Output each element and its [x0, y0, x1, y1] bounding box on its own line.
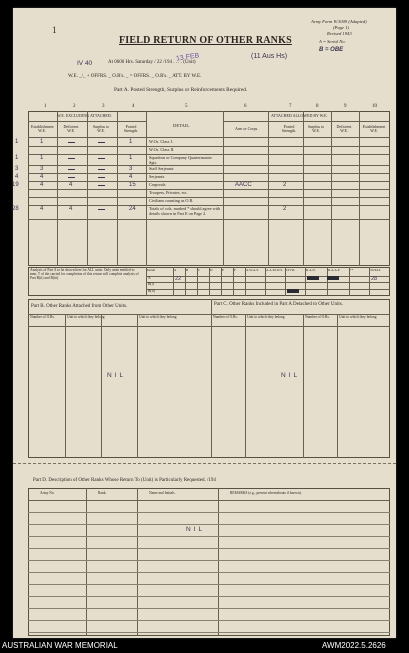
- footer-accession: AWM2022.5.2626: [322, 641, 386, 650]
- handwritten-cell: 4: [69, 206, 73, 212]
- part-c-title: Part C. Other Ranks Included in Part A Detached to Other Units.: [214, 302, 344, 307]
- footer: [0, 640, 409, 653]
- analysis-column-header: C: [198, 268, 201, 272]
- column-header: Unit to which they belong: [247, 315, 285, 319]
- handwritten-cell: 1: [40, 155, 44, 161]
- analysis-total-value: 28: [371, 276, 378, 282]
- analysis-column-header: CIVIL: [286, 268, 296, 272]
- part-d-column-header: REMARKS (e.g., present whereabouts if known).: [230, 491, 302, 495]
- dash-mark: [98, 177, 105, 178]
- detail-row-label: Staff Serjeants: [149, 166, 174, 171]
- analysis-column-header: F: [234, 268, 236, 272]
- handwritten-cell: 24: [129, 206, 136, 212]
- column-number: 6: [244, 104, 247, 109]
- blacked-out-cell: [327, 276, 339, 280]
- dash-mark: [98, 185, 105, 186]
- column-header: Unit to which they belong: [139, 315, 177, 319]
- handwritten-cell: 4: [129, 174, 133, 180]
- form-sheet: 1 Army Form W.3009 (Adapted) (Page 1) Revised 1943 A = Serial No. B = OBE FIELD RETURN OF OTHER RANKS 13 FEB (11 Aus Hs) IV 40 At 0600 Hrs. Saturday / 22 /194 . . . . (Unit) W.E. _/_ + OFFRS. _ O.R's. _ = OFFRS. _ O.R's. _ ATT. BY W.E. Part A. Posted Strength, Surplus or Reinforcements Required. 1 2 3 4 5 6 7 8 9 10 W.E. EXCLUDING ATTACHED. DETAIL. ATTACHED ALLOWED BY W.E. Establishment W.E. Deficient W.E. Surplus to W.E. Posted Strength. Arm or Corps. Posted Strength. Surplus to W.E. Deficient W.E. Establishment W.E. W.Os. Class I. 1 1 1 W.Os. Class II. Squadron or Company Quartermaster Sgts. 1 1 1 Staff Serjeants 3 3 3 Serjeants 4 4 4 Corporals 4 4 15 AACC 2 19 Troopers, Privates, etc. Civilians counting as O.R. Totals of cols. marked * should agree with details shown in Part E on Page 2. 4 4 24 2 28 Analysis of Part A to be shown here for ALL units. Only units entitled to men, T of the carried for completion of this return will complete analysis of Part B(ii) and B(iii). Detail A B C D E F A.W.A.S. A.A.M.W.S. CIVIL R.A.N. R.A.A.F. ** TOTAL A B(i) B(ii) 22 28 Part B. Other Ranks Attached from Other Units. Part C. Other Ranks Included in Part A Detached to Other Units. Number of O.Rs. Unit to which they belong Unit to which they belong Number of O.Rs. Unit to which they belong Number of O.Rs. Unit to which they belong NIL NIL Part D. Description of Other Ranks Whose Return To (Unit) is Particularly Requested. /194 Army No. Rank. Name and Initials. REMARKS (e.g., present whereabouts if known). NIL: [13, 8, 396, 638]
- part-d-column-header: Rank.: [98, 491, 107, 495]
- column-header: Number of O.Rs.: [30, 315, 55, 319]
- dash-mark: [68, 177, 75, 178]
- analysis-column-header: TOTAL: [370, 268, 381, 272]
- column-number: 9: [344, 104, 347, 109]
- analysis-column-header: B: [186, 268, 189, 272]
- part-d-title: Part D. Description of Other Ranks Whose Return To (Unit) is Particularly Requested. /194: [33, 478, 216, 483]
- analysis-column-header: **: [350, 268, 354, 272]
- analysis-column-header: A: [174, 268, 177, 272]
- part-d-nil: NIL: [186, 526, 206, 533]
- analysis-column-header: R.A.N.: [306, 268, 316, 272]
- dash-mark: [68, 158, 75, 159]
- analysis-column-header: R.A.A.F.: [328, 268, 341, 272]
- handwritten-cell: 2: [283, 206, 287, 212]
- footer-institution: AUSTRALIAN WAR MEMORIAL: [2, 641, 118, 650]
- form-title: FIELD RETURN OF OTHER RANKS: [119, 35, 292, 46]
- analysis-row-label: A: [148, 276, 151, 280]
- analysis-column-header: A.W.A.S.: [246, 268, 260, 272]
- handwritten-cell: 3: [40, 166, 44, 172]
- margin-figure: 28: [12, 206, 19, 212]
- handwritten-cell: 1: [129, 155, 133, 161]
- part-d-column-header: Army No.: [40, 491, 55, 495]
- handwritten-cell: 1: [129, 139, 133, 145]
- we-excluding-header: W.E. EXCLUDING ATTACHED.: [57, 113, 112, 118]
- header-line-2: W.E. _/_ + OFFRS. _ O.R's. _ = OFFRS. _ O.R's. _ ATT. BY W.E.: [68, 74, 202, 79]
- analysis-column-header: D: [210, 268, 213, 272]
- dash-mark: [98, 142, 105, 143]
- dash-mark: [68, 142, 75, 143]
- analysis-note: Analysis of Part A to be shown here for ALL units. Only units entitled to men, T of the carried for completion of this return will complete analysis of Part B(ii) and B(iii).: [30, 268, 139, 280]
- column-number: 8: [316, 104, 319, 109]
- blacked-out-cell: [307, 276, 319, 280]
- handwritten-cell: 4: [40, 206, 44, 212]
- handwritten-cell: 1: [40, 139, 44, 145]
- margin-figure: 19: [12, 182, 19, 188]
- column-number: 3: [102, 104, 105, 109]
- column-header: Unit to which they belong: [339, 315, 377, 319]
- column-number: 2: [73, 104, 76, 109]
- dash-mark: [98, 158, 105, 159]
- part-d-column-header: Name and Initials.: [149, 491, 176, 495]
- column-header: Unit to which they belong: [67, 315, 105, 319]
- handwritten-cell: 15: [129, 182, 136, 188]
- margin-figure: 1: [15, 139, 19, 145]
- detail-row-label: Totals of cols. marked * should agree with details shown in Part E on Page 2.: [149, 206, 221, 216]
- handwritten-unit: (11 Aus Hs): [251, 53, 288, 60]
- detail-header: DETAIL.: [173, 123, 191, 128]
- analysis-a-value: 22: [175, 276, 182, 282]
- dash-mark: [68, 169, 75, 170]
- detail-row-label: Serjeants: [149, 174, 165, 179]
- blacked-out-cell: [287, 289, 299, 293]
- handwritten-cell: AACC: [235, 182, 252, 188]
- analysis-column-header: Detail: [147, 268, 156, 272]
- page-number: 1: [52, 25, 57, 35]
- handwritten-cell: 2: [283, 182, 287, 188]
- analysis-column-header: E: [222, 268, 225, 272]
- detail-row-label: W.Os. Class I.: [149, 139, 173, 144]
- margin-figure: 1: [15, 155, 19, 161]
- parts-b-c-table: [28, 299, 390, 458]
- analysis-row-label: B(ii): [148, 289, 155, 293]
- part-d-table: [28, 488, 390, 636]
- handwritten-cell: 4: [40, 174, 44, 180]
- margin-figure: 4: [15, 174, 19, 180]
- analysis-row-label: B(i): [148, 282, 154, 286]
- part-b-title: Part B. Other Ranks Attached from Other Units.: [31, 304, 128, 309]
- detail-row-label: Corporals: [149, 182, 166, 187]
- column-header: Number of O.Rs.: [305, 315, 330, 319]
- column-header: Number of O.Rs.: [213, 315, 238, 319]
- detail-row-label: W.Os. Class II.: [149, 147, 175, 152]
- detail-row-label: Squadron or Company Quartermaster Sgts.: [149, 155, 212, 165]
- detail-row-label: Troopers, Privates, etc.: [149, 190, 188, 195]
- handwritten-cell: 4: [40, 182, 44, 188]
- att-allowed-header: ATTACHED ALLOWED BY W.E.: [271, 113, 328, 118]
- part-c-nil: NIL: [281, 372, 301, 379]
- handwritten-cell: 3: [129, 166, 133, 172]
- date-stamp: 13 FEB: [175, 52, 200, 63]
- part-b-nil: NIL: [107, 372, 127, 379]
- detail-row-label: Civilians counting as O.R.: [149, 198, 194, 203]
- handwritten-iv: IV 40: [77, 60, 93, 67]
- column-number: 5: [185, 104, 188, 109]
- column-number: 4: [132, 104, 135, 109]
- column-number: 1: [44, 104, 47, 109]
- margin-figure: 3: [15, 166, 19, 172]
- part-a-title: Part A. Posted Strength, Surplus or Reinforcements Required.: [114, 87, 248, 93]
- column-number: 7: [289, 104, 292, 109]
- analysis-column-header: A.A.M.W.S.: [266, 268, 283, 272]
- dash-mark: [98, 209, 105, 210]
- dash-mark: [98, 169, 105, 170]
- column-number: 10: [372, 104, 377, 109]
- handwritten-cell: 4: [69, 182, 73, 188]
- form-reference: Army Form W.3009 (Adapted) (Page 1) Revised 1943 A = Serial No. B = OBE: [311, 19, 367, 53]
- header-line-1: At 0600 Hrs. Saturday / 22 /194 . . . . (Unit): [108, 60, 196, 65]
